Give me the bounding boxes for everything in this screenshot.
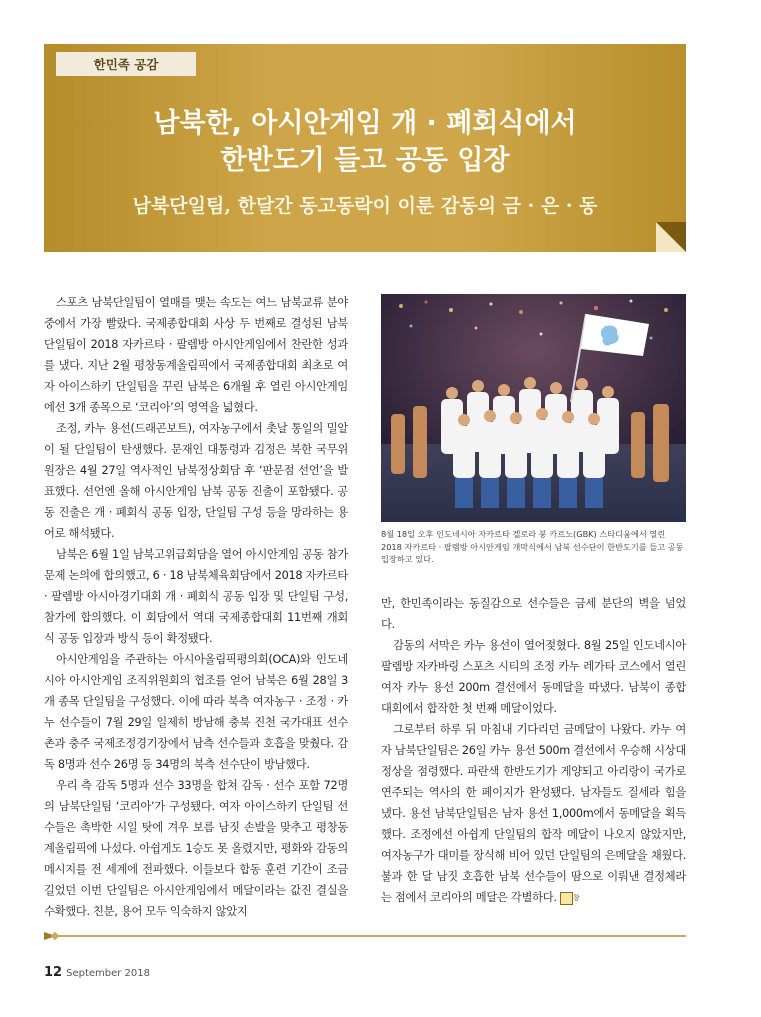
headline-line-1: 남북한, 아시안게임 개 · 폐회식에서 — [153, 108, 577, 139]
paragraph-3: 남북은 6월 1일 남북고위급회담을 열어 아시안게임 공동 참가 문제 논의에 합의했고, 6 · 18 남북체육회담에서 2018 자카르타 · 팔렘방 아시아경기대회 개 · 폐회식 공동 입장 및 단일팀 구성, 참가에 합의했다. 이 회담에서 역대 국제종합대회 11번째 개회식 공동 입장과 방식 등이 확정됐다. — [44, 548, 348, 645]
article-header — [44, 44, 686, 252]
opening-ceremony-photo — [381, 294, 686, 522]
opening-ceremony-illustration — [381, 294, 686, 522]
footer-rule — [44, 932, 686, 941]
section-tag: 한민족 공감 — [56, 52, 196, 76]
paragraph-4: 아시안게임을 주관하는 아시아올림픽평의회(OCA)와 인도네시아 아시안게임 조직위원회의 협조를 얻어 남북은 6월 28일 3개 종목 단일팀을 구성했다. 이에 따라 북측 여자농구 · 조정 · 카누 선수들이 7월 29일 일제히 방남해 충북 진천 국가대표 선수촌과 충주 국제조정경기장에서 남측 선수들과 호흡을 맞췄다. 감독 8명과 선수 26명 등 34명의 북측 선수단이 방남했다. — [44, 653, 348, 771]
photo-caption: 8월 18일 오후 인도네시아 자카르타 겔로라 붕 카르노(GBK) 스타디움에서 열린 2018 자카르타 · 팔렘방 아시안게임 개막식에서 남북 선수단이 한반도기를 들고 공동 입장하고 있다. — [381, 529, 684, 564]
issue-date: September 2018 — [66, 968, 150, 979]
paragraph-8 — [381, 719, 686, 908]
paragraph-8-text: 그로부터 하루 뒤 마침내 기다리던 금메달이 나왔다. 카누 여자 남북단일팀은 26일 카누 용선 500m 결선에서 우승해 시상대 정상을 점령했다. 파란색 한반도기가 게양되고 아리랑이 국가로 연주되는 역사의 한 페이지가 완성됐다. 남자들도 질세라 힘을 냈다. 용선 남북단일팀은 남자 용선 1,000m에서 동메달을 획득했다. 조정에선 아쉽게 단일팀의 합작 메달이 나오지 않았지만, 여자농구가 대미를 장식해 비어 있던 단일팀의 은메달을 채웠다. 불과 한 달 남짓 호흡한 남북 선수들이 땀으로 이뤄낸 결정체라는 점에서 코리아의 메달은 각별하다. — [381, 723, 686, 904]
article-column-left — [44, 292, 348, 922]
page-number: 12 — [44, 965, 63, 980]
paragraph-1: 스포츠 남북단일팀이 열매를 맺는 속도는 여느 남북교류 분야 중에서 가장 빨랐다. 국제종합대회 사상 두 번째로 결성된 남북단일팀이 2018 자카르타 · 팔렘방 아시안게임에서 찬란한 성과를 냈다. 지난 2월 평창동계올림픽에서 국제종합대회 최초로 여자 아이스하키 단일팀을 꾸린 남북은 6개월 후 열린 아시안게임에선 3개 종목으로 ‘코리아’의 영역을 넓혔다. — [44, 296, 348, 414]
page-fold-corner — [656, 222, 686, 252]
article-column-right — [381, 593, 686, 908]
paragraph-2: 조정, 카누 용선(드래곤보트), 여자농구에서 촛날 통일의 밀알이 될 단일팀이 탄생했다. 문재인 대통령과 김정은 북한 국무위원장은 4월 27일 역사적인 남북정상회담 후 ‘판문점 선언’을 발표했다. 선언엔 올해 아시안게임 남북 공동 진출이 포함됐다. 공동 진출은 개 · 폐회식 공동 입장, 단일팀 구성 등을 망라하는 용어로 해석됐다. — [44, 422, 348, 540]
page-folio — [44, 965, 150, 980]
paragraph-5: 우리 측 감독 5명과 선수 33명을 합쳐 감독 · 선수 포함 72명의 남북단일팀 ‘코리아’가 구성됐다. 여자 아이스하키 단일팀 선수들은 촉박한 시일 탓에 겨우 보름 남짓 손발을 맞추고 평창동계올림픽에 나섰다. 아쉽게도 1승도 못 올렸지만, 평화와 감동의 메시지를 전 세계에 전파했다. 이들보다 합동 훈련 기간이 조금 길었던 이번 단일팀은 아시안게임에서 메달이라는 값진 결실을 수확했다. 친분, 용어 모두 익숙하지 않았지 — [44, 779, 348, 918]
end-mark-icon: 창 — [560, 892, 573, 905]
footer-rule-line — [44, 935, 686, 937]
subheadline: 남북단일팀, 한달간 동고동락이 이룬 감동의 금 · 은 · 동 — [132, 195, 598, 217]
headline-line-2: 한반도기 들고 공동 입장 — [220, 145, 510, 176]
paragraph-7: 감동의 서막은 카누 용선이 열어젖혔다. 8월 25일 인도네시아 팔렘방 자카바링 스포츠 시티의 조정 카누 레가타 코스에서 열린 여자 카누 용선 200m 결선에서 동메달을 따냈다. 남북이 종합대회에서 합작한 첫 번째 메달이었다. — [381, 639, 686, 715]
paragraph-6: 만, 한민족이라는 동질감으로 선수들은 금세 분단의 벽을 넘었다. — [381, 597, 686, 631]
